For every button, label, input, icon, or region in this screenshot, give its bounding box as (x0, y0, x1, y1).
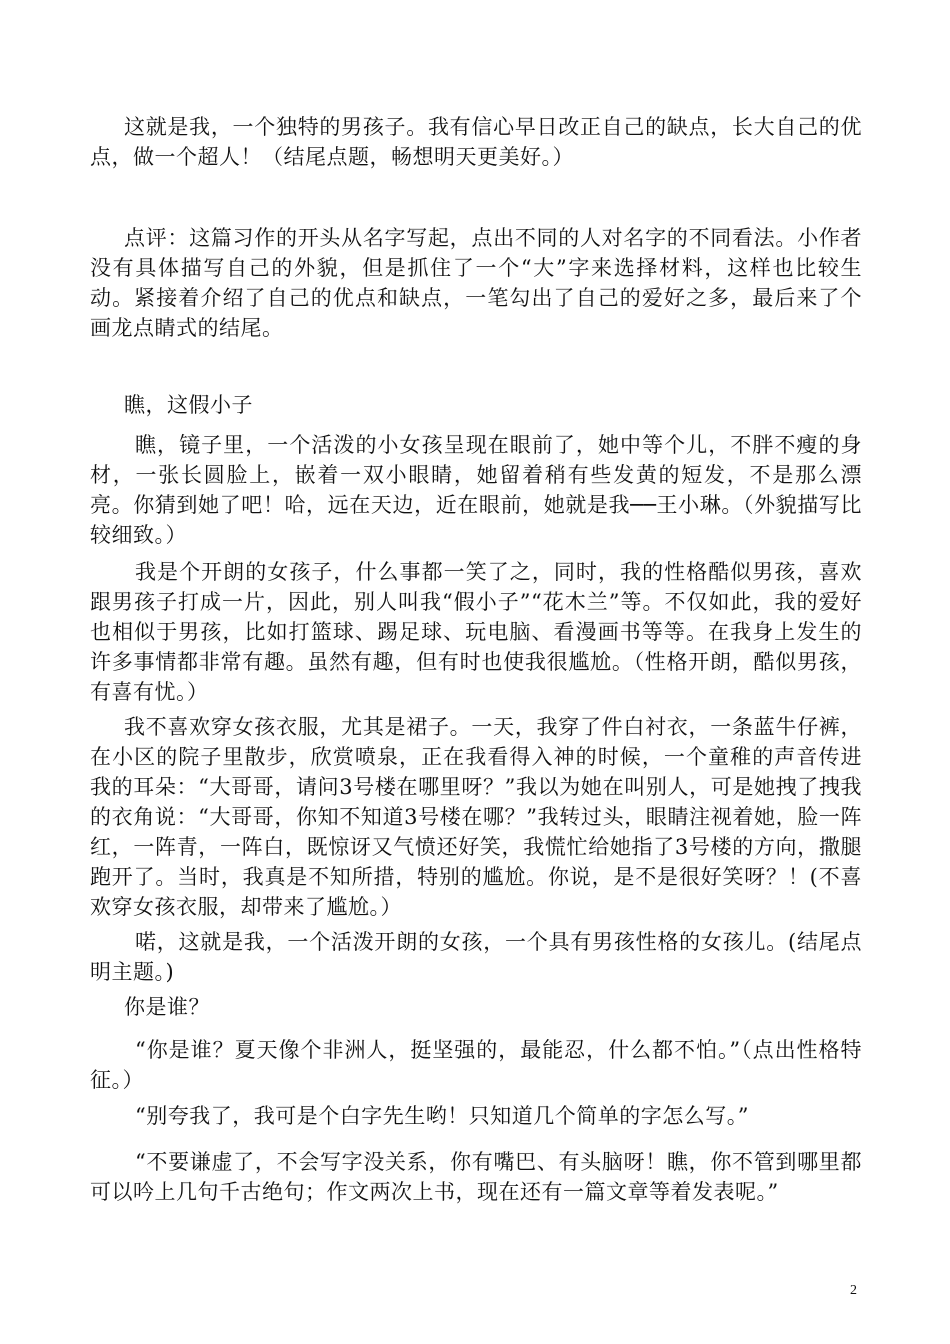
essay-title-jia-xiaozi: 瞧，这假小子 (124, 393, 253, 417)
paragraph-dialogue-1: “你是谁？夏天像个非洲人，挺坚强的，最能忍，什么都不怕。”（点出性格特征。） (90, 1038, 862, 1092)
paragraph-review: 点评：这篇习作的开头从名字写起，点出不同的人对名字的不同看法。小作者没有具体描写自己的外貌，但是抓住了一个“大”字来选择材料，这样也比较生动。紧接着介绍了自己的优点和缺点，一笔勾出了自己的爱好之多，最后来了个画龙点睛式的结尾。 (90, 226, 862, 340)
paragraph-dialogue-3: “不要谦虚了，不会写字没关系，你有嘴巴、有头脑呀！瞧，你不管到哪里都可以吟上几句千古绝句；作文两次上书，现在还有一篇文章等着发表呢。” (90, 1150, 862, 1204)
paragraph-dialogue-2: “别夸我了，我可是个白字先生哟！只知道几个简单的字怎么写。” (135, 1104, 749, 1128)
paragraph-story: 我不喜欢穿女孩衣服，尤其是裙子。一天，我穿了件白衬衣，一条蓝牛仔裤，在小区的院子里散步，欣赏喷泉，正在我看得入神的时候，一个童稚的声音传进我的耳朵：“大哥哥，请问3号楼在哪里呀？”我以为她在叫别人，可是她拽了拽我的衣角说：“大哥哥，你知不知道3号楼在哪？”我转过头，眼睛注视着她，脸一阵红，一阵青，一阵白，既惊讶又气愤还好笑，我慌忙给她指了3号楼的方向，撒腿跑开了。当时，我真是不知所措，特别的尴尬。你说，是不是很好笑呀？！(不喜欢穿女孩衣服，却带来了尴尬。） (90, 715, 862, 919)
paragraph-conclusion: 这就是我，一个独特的男孩子。我有信心早日改正自己的缺点，长大自己的优点，做一个超人！（结尾点题，畅想明天更美好。） (90, 115, 862, 169)
paragraph-appearance: 瞧，镜子里，一个活泼的小女孩呈现在眼前了，她中等个儿，不胖不瘦的身材，一张长圆脸上，嵌着一双小眼睛，她留着稍有些发黄的短发，不是那么漂亮。你猜到她了吧！哈，远在天边，近在眼前，她就是我──王小琳。（外貌描写比较细致。） (90, 433, 862, 547)
page-number: 2 (850, 1283, 857, 1298)
paragraph-ending: 喏，这就是我，一个活泼开朗的女孩，一个具有男孩性格的女孩儿。(结尾点明主题。) (90, 930, 862, 984)
essay-title-ni-shi-shui: 你是谁？ (124, 995, 210, 1019)
paragraph-personality: 我是个开朗的女孩子，什么事都一笑了之，同时，我的性格酷似男孩，喜欢跟男孩子打成一片，因此，别人叫我“假小子”“花木兰”等。不仅如此，我的爱好也相似于男孩，比如打篮球、踢足球、玩电脑、看漫画书等等。在我身上发生的许多事情都非常有趣。虽然有趣，但有时也使我很尴尬。（性格开朗，酷似男孩，有喜有忧。） (90, 560, 862, 704)
